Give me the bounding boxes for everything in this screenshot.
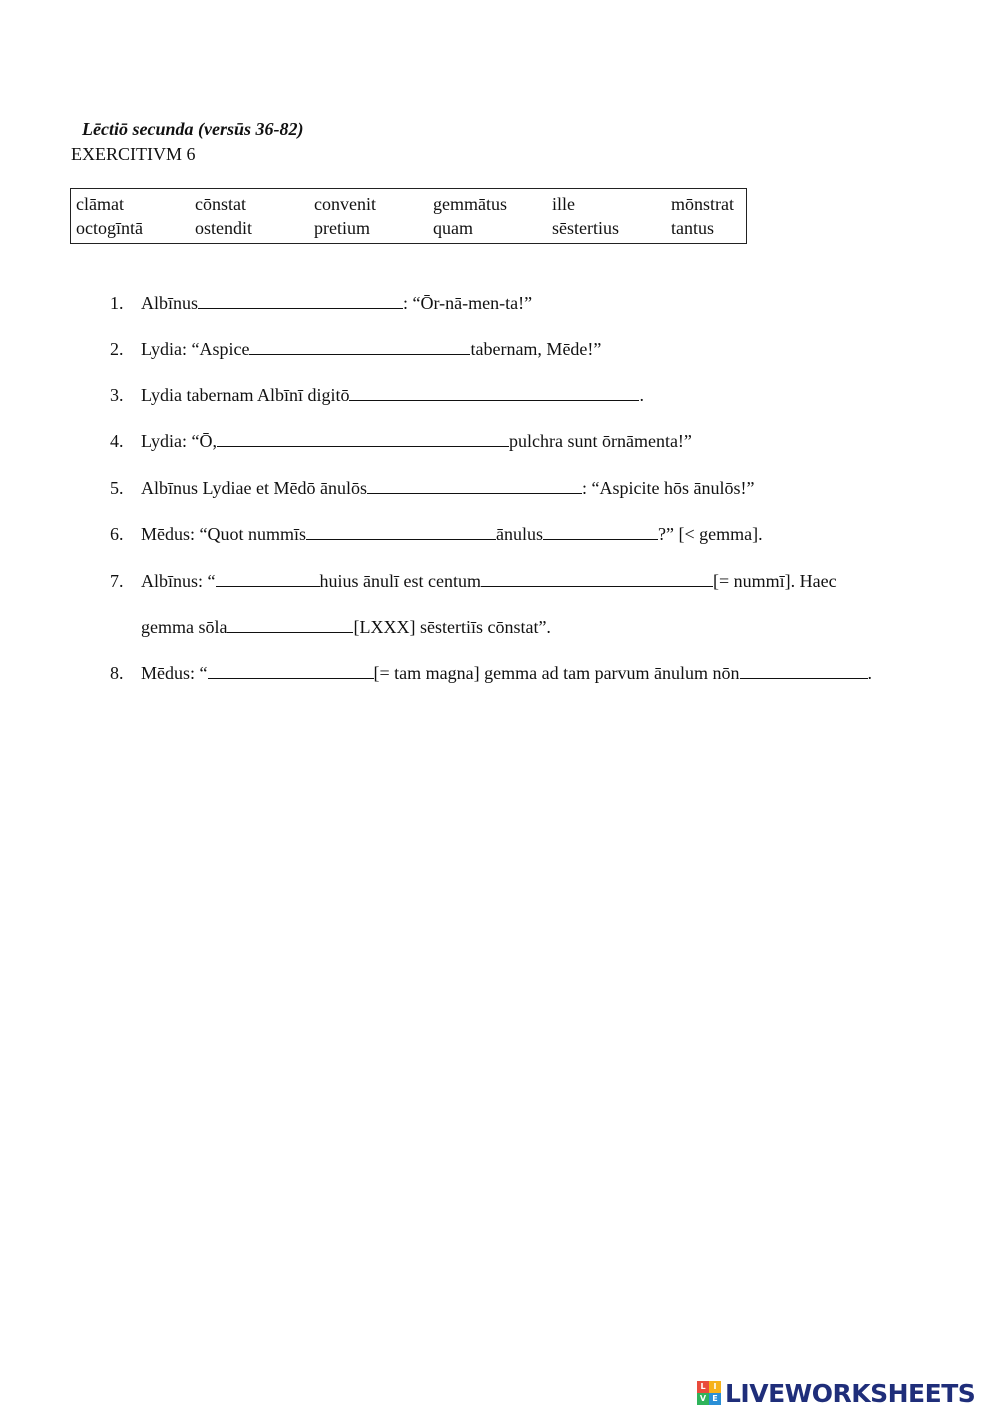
- item-number: 3.: [110, 385, 124, 405]
- word-bank-word: pretium: [314, 218, 370, 238]
- item-number: 4.: [110, 431, 124, 451]
- item-sentence: [141, 522, 763, 546]
- logo-mark-letter: E: [709, 1393, 721, 1405]
- item-text: gemma sōla: [141, 617, 228, 637]
- exercise-title: EXERCITIVM 6: [71, 144, 196, 164]
- answer-blank[interactable]: [249, 337, 470, 355]
- answer-blank[interactable]: [208, 661, 374, 679]
- word-bank-word: octogīntā: [76, 218, 143, 238]
- word-bank-word: tantus: [671, 218, 714, 238]
- word-bank-word: gemmātus: [433, 194, 507, 214]
- logo-text: LIVEWORKSHEETS: [725, 1378, 976, 1408]
- item-text: [= tam magna] gemma ad tam parvum ānulum nōn: [373, 663, 740, 683]
- item-sentence: [141, 291, 532, 315]
- item-sentence: [141, 615, 551, 639]
- item-text: : “Aspicite hōs ānulōs!”: [581, 478, 755, 498]
- answer-blank[interactable]: [543, 522, 658, 540]
- answer-blank[interactable]: [367, 476, 582, 494]
- logo-mark-letter: L: [697, 1381, 709, 1393]
- word-bank-word: clāmat: [76, 194, 124, 214]
- liveworksheets-logo-icon: [697, 1381, 721, 1405]
- word-bank-word: mōnstrat: [671, 194, 734, 214]
- item-text: Lydia: “Ō,: [141, 431, 217, 451]
- item-sentence: [141, 429, 692, 453]
- word-bank-word: convenit: [314, 194, 376, 214]
- answer-blank[interactable]: [227, 615, 353, 633]
- answer-blank[interactable]: [481, 569, 713, 587]
- item-text: Albīnus Lydiae et Mēdō ānulōs: [141, 478, 367, 498]
- item-text: [= nummī]. Haec: [712, 571, 837, 591]
- logo-mark-letter: I: [709, 1381, 721, 1393]
- item-text: Mēdus: “: [141, 663, 208, 683]
- item-text: .: [867, 663, 873, 683]
- item-number: 7.: [110, 571, 124, 591]
- answer-blank[interactable]: [217, 429, 509, 447]
- item-text: Albīnus: “: [141, 571, 216, 591]
- item-sentence: [141, 383, 644, 407]
- item-number: 1.: [110, 293, 124, 313]
- item-sentence: [141, 569, 837, 593]
- item-text: : “Ōr-nā-men-ta!”: [403, 293, 533, 313]
- word-bank-word: sēstertius: [552, 218, 619, 238]
- word-bank-word: ostendit: [195, 218, 252, 238]
- answer-blank[interactable]: [216, 569, 320, 587]
- answer-blank[interactable]: [349, 383, 639, 401]
- item-text: Albīnus: [141, 293, 199, 313]
- item-number: 2.: [110, 339, 124, 359]
- item-text: pulchra sunt ōrnāmenta!”: [508, 431, 692, 451]
- logo-mark-letter: V: [697, 1393, 709, 1405]
- item-text: ānulus: [496, 524, 543, 544]
- item-number: 5.: [110, 478, 124, 498]
- item-text: Mēdus: “Quot nummīs: [141, 524, 306, 544]
- item-text: .: [639, 385, 644, 405]
- item-text: Lydia: “Aspice: [141, 339, 250, 359]
- item-text: tabernam, Mēde!”: [470, 339, 602, 359]
- item-sentence: [141, 661, 872, 685]
- item-text: huius ānulī est centum: [319, 571, 481, 591]
- item-sentence: [141, 476, 754, 500]
- answer-blank[interactable]: [740, 661, 868, 679]
- lesson-title: Lēctiō secunda (versūs 36-82): [82, 119, 304, 139]
- answer-blank[interactable]: [198, 291, 403, 309]
- item-number: 6.: [110, 524, 124, 544]
- item-text: ?” [< gemma].: [658, 524, 763, 544]
- answer-blank[interactable]: [306, 522, 496, 540]
- item-number: 8.: [110, 663, 124, 683]
- item-text: [LXXX] sēstertiīs cōnstat”.: [353, 617, 551, 637]
- liveworksheets-logo: [697, 1378, 975, 1408]
- item-sentence: [141, 337, 601, 361]
- word-bank-word: ille: [552, 194, 575, 214]
- word-bank-word: quam: [433, 218, 473, 238]
- item-text: Lydia tabernam Albīnī digitō: [141, 385, 350, 405]
- word-bank-word: cōnstat: [195, 194, 246, 214]
- word-bank: [70, 188, 747, 244]
